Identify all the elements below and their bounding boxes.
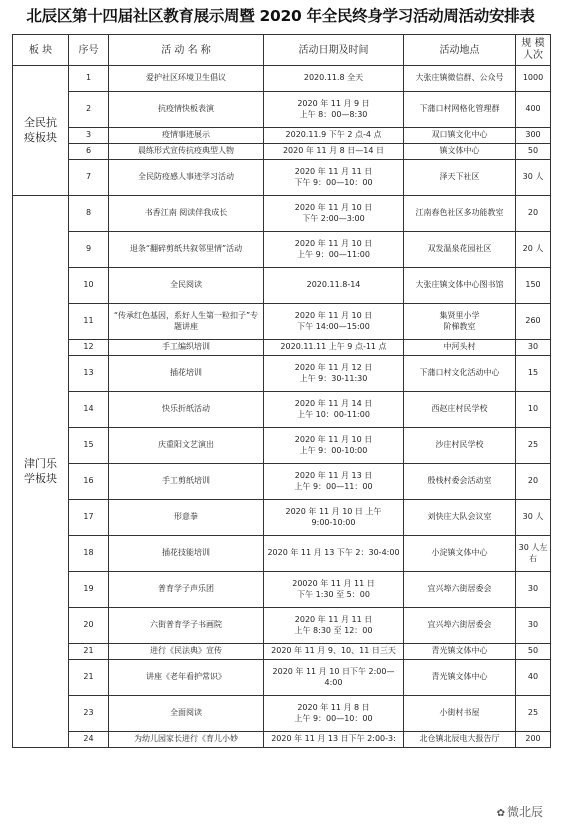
table-row (13, 232, 551, 268)
cell-no: 13 (69, 356, 109, 392)
cell-place: 泽天下社区 (404, 160, 516, 196)
cell-date: 2020.11.8-14 (264, 268, 404, 304)
table-row (13, 572, 551, 608)
cell-date: 2020 年 11 月 14 日 上午 10：00-11:00 (264, 392, 404, 428)
cell-place: 双发温泉花园社区 (404, 232, 516, 268)
cell-place: 集贤里小学 阶梯教室 (404, 304, 516, 340)
cell-scale: 25 (516, 428, 551, 464)
table-row (13, 500, 551, 536)
table-row (13, 392, 551, 428)
cell-no: 1 (69, 66, 109, 92)
cell-no: 6 (69, 144, 109, 160)
cell-no: 12 (69, 340, 109, 356)
cell-no: 23 (69, 696, 109, 732)
cell-place: 西赵庄村民学校 (404, 392, 516, 428)
table-row (13, 144, 551, 160)
cell-place: 北仓镇北辰电大报告厅 (404, 732, 516, 748)
wechat-icon: ✿ (496, 808, 505, 819)
header-date: 活动日期及时间 (264, 35, 404, 66)
table-row (13, 428, 551, 464)
table-row (13, 128, 551, 144)
schedule-body (13, 66, 551, 748)
cell-scale: 20 (516, 464, 551, 500)
cell-date: 2020 年 11 月 11 日 上午 8:30 至 12：00 (264, 608, 404, 644)
table-row (13, 732, 551, 748)
cell-no: 7 (69, 160, 109, 196)
cell-place: 下蒲口村文化活动中心 (404, 356, 516, 392)
table-row (13, 464, 551, 500)
cell-no: 24 (69, 732, 109, 748)
cell-name: 普育学子声乐团 (109, 572, 264, 608)
cell-name: 全面阅读 (109, 696, 264, 732)
cell-name: 疫情事迹展示 (109, 128, 264, 144)
cell-scale: 30 (516, 572, 551, 608)
cell-date: 2020 年 11 月 10 日 上午 9：00—11:00 (264, 232, 404, 268)
cell-no: 21 (69, 644, 109, 660)
cell-date: 2020 年 11 月 9 日 上午 8：00—8:30 (264, 92, 404, 128)
cell-name: 为幼儿园家长进行《育儿小妙 (109, 732, 264, 748)
cell-scale: 400 (516, 92, 551, 128)
header-block: 板 块 (13, 35, 69, 66)
cell-name: 六街普育学子书画院 (109, 608, 264, 644)
cell-scale: 10 (516, 392, 551, 428)
table-row (13, 304, 551, 340)
cell-no: 17 (69, 500, 109, 536)
cell-name: 退条“翻碎剪纸共叙邻里情”活动 (109, 232, 264, 268)
cell-place: 小街村书屋 (404, 696, 516, 732)
cell-place: 刘快庄大队会议室 (404, 500, 516, 536)
table-row (13, 340, 551, 356)
cell-scale: 200 (516, 732, 551, 748)
watermark-text: 微北辰 (506, 805, 543, 819)
header-no: 序号 (69, 35, 109, 66)
cell-date: 2020 年 11 月 11 日 下午 9：00—10：00 (264, 160, 404, 196)
cell-place: 殷栈村委会活动室 (404, 464, 516, 500)
cell-date: 2020 年 11 月 10 日下午 2:00—4:00 (264, 660, 404, 696)
header-name: 活 动 名 称 (109, 35, 264, 66)
cell-place: 宜兴埠六街居委会 (404, 572, 516, 608)
cell-scale: 30 人 (516, 500, 551, 536)
cell-no: 19 (69, 572, 109, 608)
table-row (13, 268, 551, 304)
cell-place: 宜兴埠六街居委会 (404, 608, 516, 644)
cell-date: 2020 年 11 月 12 日 上午 9：30-11:30 (264, 356, 404, 392)
cell-name: 插花技能培训 (109, 536, 264, 572)
page-title: 北辰区第十四届社区教育展示周暨 2020 年全民终身学习活动周活动安排表 (26, 7, 535, 25)
cell-date: 2020 年 11 月 8 日 上午 9：00—10：00 (264, 696, 404, 732)
table-row (13, 66, 551, 92)
watermark (497, 803, 543, 820)
cell-no: 21 (69, 660, 109, 696)
cell-scale: 40 (516, 660, 551, 696)
cell-no: 15 (69, 428, 109, 464)
table-row (13, 196, 551, 232)
cell-scale: 1000 (516, 66, 551, 92)
cell-scale: 20 (516, 196, 551, 232)
cell-date: 2020 年 11 月 10 日 上午 9：00-10:00 (264, 428, 404, 464)
header-scale: 规 模 人次 (516, 35, 551, 66)
cell-place: 双口镇文化中心 (404, 128, 516, 144)
cell-name: 全民防疫感人事迹学习活动 (109, 160, 264, 196)
cell-name: 手工剪纸培训 (109, 464, 264, 500)
table-header-row (13, 35, 551, 66)
cell-date: 2020.11.8 全天 (264, 66, 404, 92)
cell-date: 2020 年 11 月 13 日 上午 9：00—11：00 (264, 464, 404, 500)
cell-scale: 30 人 (516, 160, 551, 196)
cell-name: 全民阅读 (109, 268, 264, 304)
cell-no: 18 (69, 536, 109, 572)
header-place: 活动地点 (404, 35, 516, 66)
cell-scale: 15 (516, 356, 551, 392)
cell-place: 沙庄村民学校 (404, 428, 516, 464)
cell-date: 2020 年 11 月 10 日 下午 2:00—3:00 (264, 196, 404, 232)
cell-place: 小淀镇文体中心 (404, 536, 516, 572)
table-row (13, 536, 551, 572)
cell-no: 20 (69, 608, 109, 644)
cell-date: 20020 年 11 月 11 日 下午 1:30 至 5：00 (264, 572, 404, 608)
cell-place: 大张庄镇文体中心图书馆 (404, 268, 516, 304)
table-row (13, 644, 551, 660)
cell-name: 庆重阳文艺演出 (109, 428, 264, 464)
cell-date: 2020.11.9 下午 2 点-4 点 (264, 128, 404, 144)
section-label: 全民抗 疫板块 (13, 66, 69, 196)
cell-place: 江南春色社区多功能教室 (404, 196, 516, 232)
cell-date: 2020.11.11 上午 9 点-11 点 (264, 340, 404, 356)
table-row (13, 160, 551, 196)
cell-no: 8 (69, 196, 109, 232)
cell-date: 2020 年 11 月 8 日—14 日 (264, 144, 404, 160)
cell-place: 大张庄镇微信群、公众号 (404, 66, 516, 92)
section-label: 津门乐 学板块 (13, 196, 69, 748)
cell-name: 书香江南 阅读伴我成长 (109, 196, 264, 232)
cell-scale: 260 (516, 304, 551, 340)
cell-no: 2 (69, 92, 109, 128)
schedule-table (12, 34, 551, 748)
cell-scale: 50 (516, 144, 551, 160)
cell-name: 插花培训 (109, 356, 264, 392)
table-row (13, 608, 551, 644)
cell-scale: 25 (516, 696, 551, 732)
cell-scale: 30 人左右 (516, 536, 551, 572)
cell-date: 2020 年 11 月 13 下午 2：30-4:00 (264, 536, 404, 572)
cell-date: 2020 年 11 月 10 日 上午 9:00-10:00 (264, 500, 404, 536)
cell-name: 爱护社区环境卫生倡议 (109, 66, 264, 92)
cell-no: 3 (69, 128, 109, 144)
table-row (13, 696, 551, 732)
cell-name: 讲座《老年看护常识》 (109, 660, 264, 696)
cell-name: 形意拳 (109, 500, 264, 536)
table-row (13, 356, 551, 392)
cell-scale: 30 (516, 340, 551, 356)
table-row (13, 92, 551, 128)
cell-name: 进行《民法典》宣传 (109, 644, 264, 660)
cell-name: 晨练形式宣传抗疫典型人物 (109, 144, 264, 160)
cell-place: 青光镇文体中心 (404, 644, 516, 660)
cell-name: 手工编织培训 (109, 340, 264, 356)
cell-name: 抗疫情快板表演 (109, 92, 264, 128)
cell-name: “传承红色基因，系好人生第一粒扣子”专题讲座 (109, 304, 264, 340)
cell-date: 2020 年 11 月 10 日 下午 14:00—15:00 (264, 304, 404, 340)
cell-place: 下蒲口村网格化管理群 (404, 92, 516, 128)
cell-no: 16 (69, 464, 109, 500)
cell-no: 14 (69, 392, 109, 428)
cell-scale: 50 (516, 644, 551, 660)
cell-scale: 150 (516, 268, 551, 304)
cell-scale: 30 (516, 608, 551, 644)
cell-no: 10 (69, 268, 109, 304)
cell-place: 青光镇文体中心 (404, 660, 516, 696)
cell-scale: 20 人 (516, 232, 551, 268)
table-row (13, 660, 551, 696)
cell-no: 11 (69, 304, 109, 340)
cell-date: 2020 年 11 月 9、10、11 日三天 (264, 644, 404, 660)
cell-name: 快乐折纸活动 (109, 392, 264, 428)
cell-no: 9 (69, 232, 109, 268)
cell-scale: 300 (516, 128, 551, 144)
cell-place: 镇文体中心 (404, 144, 516, 160)
cell-place: 中河头村 (404, 340, 516, 356)
cell-date: 2020 年 11 月 13 日下午 2:00-3: (264, 732, 404, 748)
